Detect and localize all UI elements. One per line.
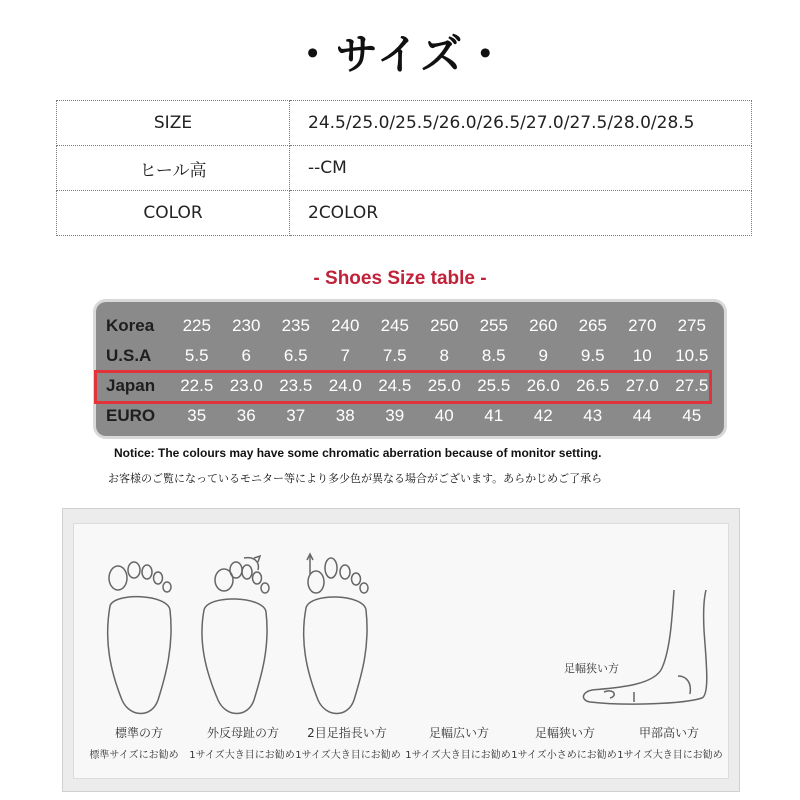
color-notice: Notice: The colours may have some chromatic aberration because of monitor setting.	[114, 446, 602, 460]
foot-type-advice: 1サイズ大き目にお勧め	[405, 750, 511, 761]
side-view-label: 足幅狭い方	[564, 662, 619, 675]
size-cell: 27.5	[675, 376, 709, 395]
size-cell: 23.5	[279, 376, 313, 395]
japan-row-highlight	[94, 370, 712, 404]
size-cell: 265	[578, 316, 607, 335]
size-cell: 39	[385, 406, 405, 425]
size-cell: 10.5	[675, 346, 709, 365]
size-cell: 5.5	[184, 346, 209, 365]
spec-key: SIZE	[57, 101, 290, 146]
size-cell: 26.0	[526, 376, 560, 395]
size-cell: 260	[529, 316, 558, 335]
spec-value: 2COLOR	[290, 191, 752, 236]
size-cell: 35	[187, 406, 207, 425]
spec-value: --CM	[290, 146, 752, 191]
size-cell: 27.0	[625, 376, 659, 395]
size-cell: 36	[236, 406, 256, 425]
size-cell: 8	[439, 346, 449, 365]
size-cell: 275	[677, 316, 706, 335]
bunion-foot-icon	[194, 550, 278, 720]
size-cell: 240	[331, 316, 360, 335]
size-cell: 42	[533, 406, 553, 425]
size-cell: 24.5	[378, 376, 412, 395]
size-cell: 6.5	[283, 346, 308, 365]
size-cell: 7	[340, 346, 350, 365]
size-cell: 22.5	[180, 376, 214, 395]
foot-type-advice: 1サイズ小さめにお勧め	[511, 750, 617, 761]
foot-type-label: 足幅広い方	[428, 726, 489, 740]
size-cell: 255	[479, 316, 508, 335]
spec-value: 24.5/25.0/25.5/26.0/26.5/27.0/27.5/28.0/28.5	[290, 101, 752, 146]
size-row-usa	[96, 342, 724, 370]
size-cell: 23.0	[229, 376, 263, 395]
spec-row-heel	[57, 146, 752, 191]
foot-type-label: 甲部高い方	[638, 726, 699, 740]
size-table-heading: - Shoes Size table -	[313, 268, 487, 289]
size-cell: 235	[281, 316, 310, 335]
size-cell: 8.5	[481, 346, 506, 365]
size-cell: 250	[430, 316, 459, 335]
size-cell: 40	[434, 406, 454, 425]
size-cell: 41	[484, 406, 504, 425]
size-cell: 6	[241, 346, 251, 365]
foot-type-label: 標準の方	[114, 726, 163, 740]
foot-type-label: 2目足指長い方	[307, 726, 387, 740]
size-conversion-table	[96, 302, 724, 436]
size-row-label: EURO	[106, 406, 156, 425]
foot-side-view-icon	[574, 590, 714, 710]
size-cell: 24.0	[328, 376, 362, 395]
size-cell: 9	[538, 346, 548, 365]
size-cell: 7.5	[382, 346, 407, 365]
size-cell: 245	[380, 316, 409, 335]
foot-type-advice: 1サイズ大き目にお勧め	[617, 750, 723, 761]
size-cell: 37	[286, 406, 306, 425]
size-cell: 9.5	[580, 346, 605, 365]
size-cell: 44	[632, 406, 652, 425]
size-cell: 45	[682, 406, 702, 425]
size-row-korea	[96, 312, 724, 340]
size-cell: 230	[232, 316, 261, 335]
size-cell: 25.0	[427, 376, 461, 395]
spec-key: COLOR	[57, 191, 290, 236]
size-row-label: U.S.A	[106, 346, 152, 365]
foot-type-panel	[62, 508, 740, 792]
size-row-label: Japan	[106, 376, 156, 395]
spec-table	[56, 100, 752, 236]
size-cell: 38	[335, 406, 355, 425]
foot-type-advice: 標準サイズにお勧め	[89, 750, 179, 761]
size-cell: 25.5	[477, 376, 511, 395]
size-cell: 225	[182, 316, 211, 335]
size-row-euro	[96, 402, 724, 430]
size-row-cells	[172, 346, 717, 366]
foot-type-advice: 1サイズ大き目にお勧め	[189, 750, 295, 761]
size-row-cells	[172, 316, 717, 336]
spec-row-size	[57, 101, 752, 146]
size-row-label: Korea	[106, 316, 155, 335]
foot-type-label: 外反母趾の方	[206, 726, 279, 740]
size-cell: 26.5	[576, 376, 610, 395]
foot-type-inner	[73, 523, 729, 779]
foot-type-advice: 1サイズ大き目にお勧め	[295, 750, 401, 761]
size-cell: 10	[632, 346, 652, 365]
size-row-cells	[172, 406, 717, 426]
page-title: ・サイズ・	[291, 30, 509, 79]
size-cell: 43	[583, 406, 603, 425]
spec-row-color	[57, 191, 752, 236]
size-cell: 270	[628, 316, 657, 335]
spec-key: ヒール高	[57, 146, 290, 191]
foot-type-label: 足幅狭い方	[534, 726, 595, 740]
long-toe-foot-icon	[294, 550, 378, 720]
color-notice-jp: お客様のご覧になっているモニター等により多少色が異なる場合がございます。あらかじめご了承ら	[108, 472, 603, 485]
standard-foot-icon	[96, 550, 180, 720]
